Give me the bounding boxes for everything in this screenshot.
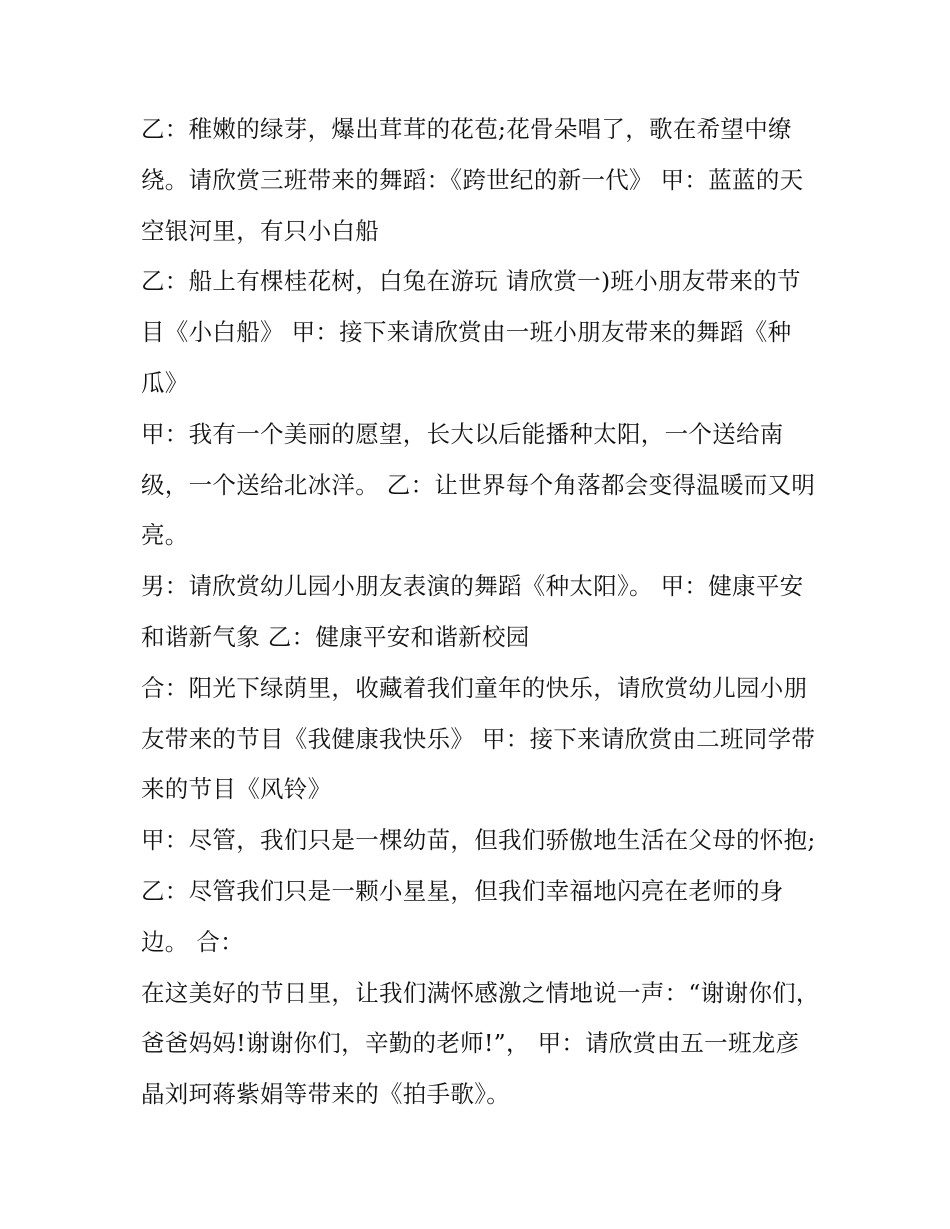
paragraph: 乙：船上有棵桂花树，白兔在游玩 请欣赏一)班小朋友带来的节目《小白船》 甲：接下来请欣赏由一班小朋友带来的舞蹈《种瓜》 [141, 267, 801, 397]
paragraph: 甲：尽管，我们只是一棵幼苗，但我们骄傲地生活在父母的怀抱; 乙：尽管我们只是一颗小星星，但我们幸福地闪亮在老师的身边。 合： [141, 826, 816, 956]
paragraph: 在这美好的节日里，让我们满怀感激之情地说一声：“谢谢你们，爸爸妈妈!谢谢你们，辛勤的老师!”， 甲：请欣赏由五一班龙彦晶刘珂蒋紫娟等带来的《拍手歌》。 [141, 978, 820, 1109]
paragraph: 甲：我有一个美丽的愿望，长大以后能播种太阳，一个送给南级，一个送给北冰洋。 乙：让世界每个角落都会变得温暖而又明亮。 [141, 419, 816, 550]
document-body [141, 104, 821, 1120]
paragraph: 男：请欣赏幼儿园小朋友表演的舞蹈《种太阳》。 甲：健康平安和谐新气象 乙：健康平安和谐新校园 [141, 572, 804, 651]
paragraph: 合：阳光下绿荫里，收藏着我们童年的快乐，请欣赏幼儿园小朋友带来的节目《我健康我快乐》 甲：接下来请欣赏由二班同学带来的节目《风铃》 [141, 673, 816, 804]
paragraph: 乙：稚嫩的绿芽，爆出茸茸的花苞;花骨朵唱了，歌在希望中缭绕。请欣赏三班带来的舞蹈：《跨世纪的新一代》 甲：蓝蓝的天空银河里，有只小白船 [141, 115, 804, 245]
